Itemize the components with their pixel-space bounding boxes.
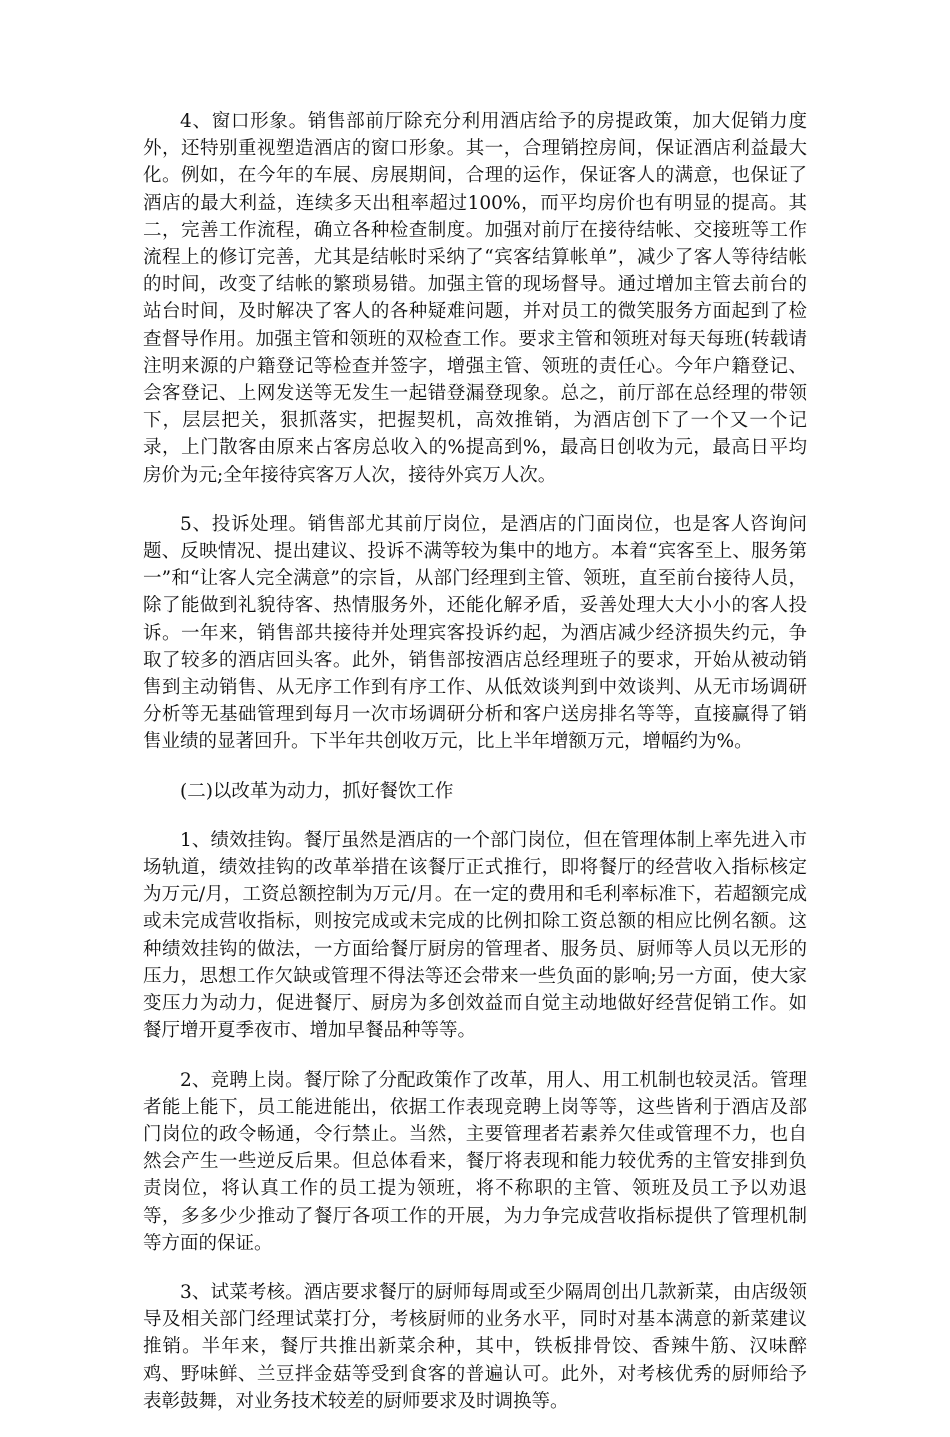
paragraph-performance-link: 1、绩效挂钩。餐厅虽然是酒店的一个部门岗位，但在管理体制上率先进入市场轨道，绩效挂钩的改革举措在该餐厅正式推行，即将餐厅的经营收入指标核定为万元/月，工资总额控制为万元/月。在一定的费用和毛利率标准下，若超额完成或未完成营收指标，则按完成或未完成的比例扣除工资总额的相应比例名额。这种绩效挂钩的做法，一方面给餐厅厨房的管理者、服务员、厨师等人员以无形的压力，思想工作欠缺或管理不得法等还会带来一些负面的影响;另一方面，使大家变压力为动力，促进餐厅、厨房为多创效益而自觉主动地做好经营促销工作。如餐厅增开夏季夜市、增加早餐品种等等。 (143, 829, 807, 1042)
paragraph-window-image: 4、窗口形象。销售部前厅除充分利用酒店给予的房提政策，加大促销力度外，还特别重视塑造酒店的窗口形象。其一，合理销控房间，保证酒店利益最大化。例如，在今年的车展、房展期间，合理的运作，保证客人的满意，也保证了酒店的最大利益，连续多天出租率超过100%，而平均房价也有明显的提高。其二，完善工作流程，确立各种检查制度。加强对前厅在接待结帐、交接班等工作流程上的修订完善，尤其是结帐时采纳了“宾客结算帐单”，减少了客人等待结帐的时间，改变了结帐的繁琐易错。加强主管的现场督导。通过增加主管去前台的站台时间，及时解决了客人的各种疑难问题，并对员工的微笑服务方面起到了检查督导作用。加强主管和领班的双检查工作。要求主管和领班对每天每班(转载请注明来源的户籍登记等检查并签字，增强主管、领班的责任心。今年户籍登记、会客登记、上网发送等无发生一起错登漏登现象。总之，前厅部在总经理的带领下，层层把关，狠抓落实，把握契机，高效推销，为酒店创下了一个又一个记录，上门散客由原来占客房总收入的%提高到%，最高日创收为元，最高日平均房价为元;全年接待宾客万人次，接待外宾万人次。 (143, 111, 807, 486)
paragraph-competitive-posts: 2、竞聘上岗。餐厅除了分配政策作了改革，用人、用工机制也较灵活。管理者能上能下，员工能进能出，依据工作表现竞聘上岗等等，这些皆利于酒店及部门岗位的政令畅通，令行禁止。当然，主要管理者若素养欠佳或管理不力，也自然会产生一些逆反后果。但总体看来，餐厅将表现和能力较优秀的主管安排到负责岗位，将认真工作的员工提为领班，将不称职的主管、领班及员工予以劝退等，多多少少推动了餐厅各项工作的开展，为力争完成营收指标提供了管理机制等方面的保证。 (143, 1069, 807, 1254)
paragraph-complaint-handling: 5、投诉处理。销售部尤其前厅岗位，是酒店的门面岗位，也是客人咨询问题、反映情况、提出建议、投诉不满等较为集中的地方。本着“宾客至上、服务第一”和“让客人完全满意”的宗旨，从部门经理到主管、领班，直至前台接待人员，除了能做到礼貌待客、热情服务外，还能化解矛盾，妥善处理大大小小的客人投诉。一年来，销售部共接待并处理宾客投诉约起，为酒店减少经济损失约元，争取了较多的酒店回头客。此外，销售部按酒店总经理班子的要求，开始从被动销售到主动销售、从无序工作到有序工作、从低效谈判到中效谈判、从无市场调研分析等无基础管理到每月一次市场调研分析和客户送房排名等等，直接赢得了销售业绩的显著回升。下半年共创收万元，比上半年增额万元，增幅约为%。 (143, 513, 807, 753)
paragraph-dish-assessment: 3、试菜考核。酒店要求餐厅的厨师每周或至少隔周创出几款新菜，由店级领导及相关部门经理试菜打分，考核厨师的业务水平，同时对基本满意的新菜建议推销。半年来，餐厅共推出新菜余种，其中，铁板排骨饺、香辣牛筋、汉味醉鸡、野味鲜、兰豆拌金菇等受到食客的普遍认可。此外，对考核优秀的厨师给予表彰鼓舞，对业务技术较差的厨师要求及时调换等。 (143, 1281, 807, 1412)
document-body (143, 108, 807, 1437)
section-heading-catering: (二)以改革为动力，抓好餐饮工作 (180, 780, 454, 802)
